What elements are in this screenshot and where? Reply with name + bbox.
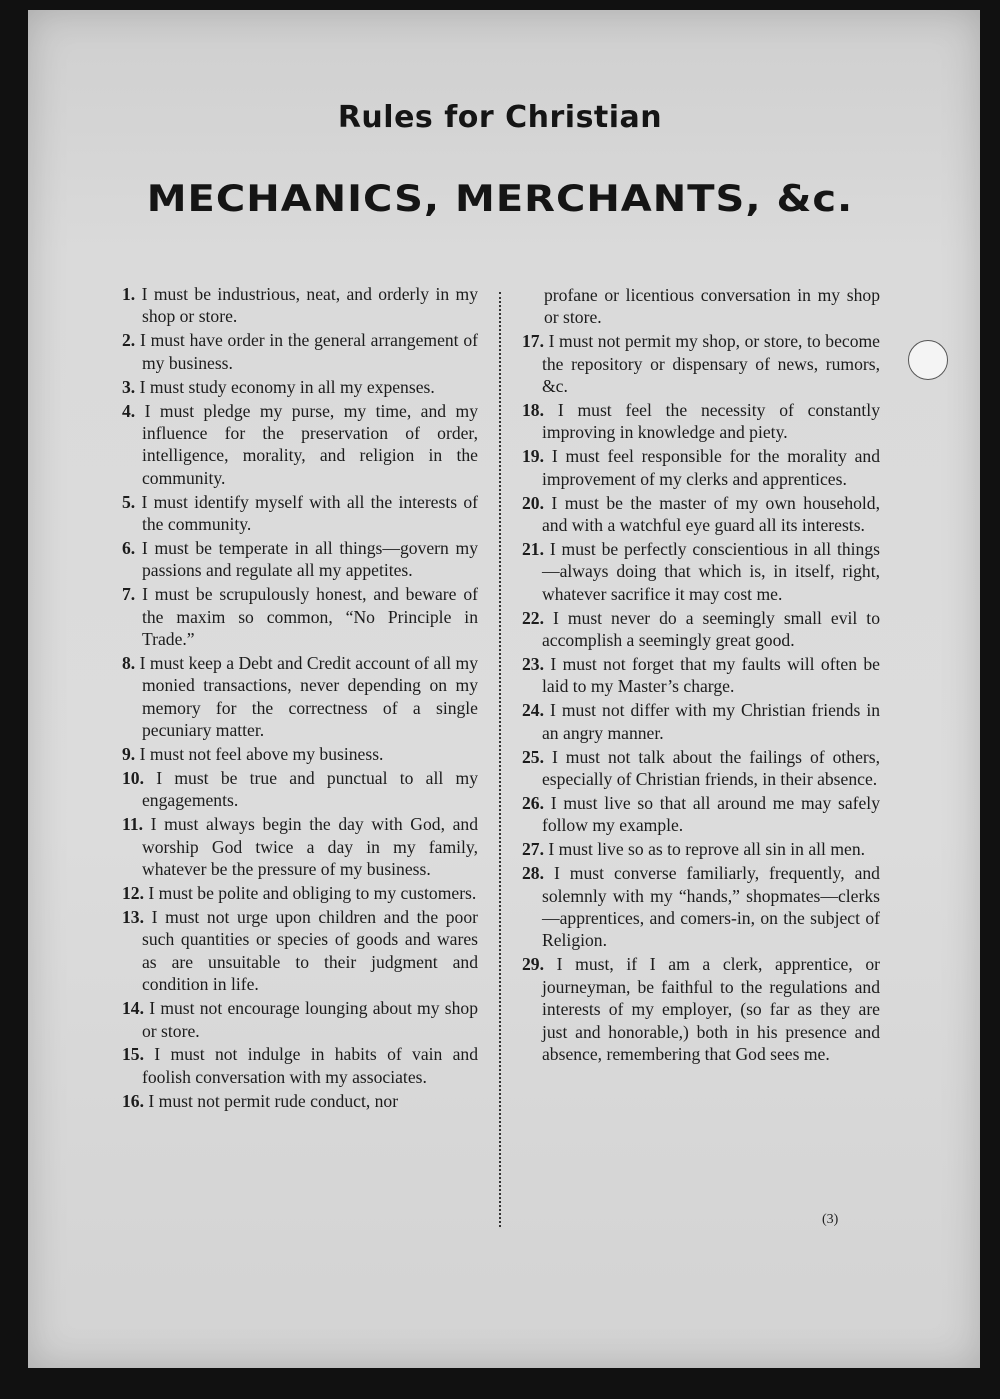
rule-number: 27.	[522, 839, 544, 860]
rule-text: I must converse familiarly, frequently, and solemnly with my “hands,” shopmates—clerks—apprentices, and comers-in, on the subject of Religion.	[542, 863, 880, 951]
rule-number: 20.	[522, 492, 544, 513]
rule-text: I must not differ with my Christian friends in an angry manner.	[542, 700, 881, 743]
rule-text: I must not encourage lounging about my shop or store.	[142, 998, 478, 1041]
rule-item	[522, 538, 880, 605]
rule-text: I must feel the necessity of constantly improving in knowledge and piety.	[542, 400, 880, 443]
rule-item	[122, 283, 478, 328]
rule-number: 19.	[522, 446, 544, 467]
rule-item	[522, 607, 880, 652]
rule-item	[122, 743, 478, 765]
rule-item	[122, 400, 478, 490]
rule-item	[522, 699, 880, 744]
rule-text: I must be industrious, neat, and orderly in my shop or store.	[141, 284, 478, 327]
rule-item	[522, 953, 880, 1065]
rule-number: 2.	[122, 330, 136, 351]
rule-number: 4.	[122, 400, 136, 421]
rule-item	[122, 813, 478, 880]
page-number: (3)	[822, 1212, 839, 1227]
rule-number: 5.	[122, 491, 136, 512]
rule-text: I must live so that all around me may safely follow my example.	[542, 792, 880, 836]
rule-number: 23.	[522, 654, 544, 674]
rule-item	[522, 838, 880, 860]
rule-item	[522, 399, 880, 444]
rule-item	[122, 583, 478, 650]
rule-item	[522, 445, 880, 490]
rule-text: I must keep a Debt and Credit account of all my monied transactions, never depending on my memory for the correctness of a single pecuniary matter.	[139, 653, 478, 741]
rule-item	[122, 652, 478, 742]
column-divider	[499, 292, 501, 1227]
right-column	[522, 285, 881, 1067]
rule-text: I must not talk about the failings of others, especially of Christian friends, in their absence.	[542, 746, 880, 790]
rule-item	[522, 862, 880, 952]
rule-number: 24.	[522, 700, 544, 721]
rule-number: 14.	[122, 998, 144, 1019]
rule-text: I must feel responsible for the morality and improvement of my clerks and apprentices.	[542, 446, 881, 489]
rule-text: I must not urge upon children and the poor such quantities or species of goods and wares as are unsuitable to their judgment and condition in life.	[142, 906, 478, 995]
rule-number: 29.	[522, 954, 544, 975]
rule-number: 10.	[122, 768, 144, 789]
rule-text: I must not permit my shop, or store, to become the repository or dispensary of news, rumors, &c.	[542, 331, 880, 397]
rule-text: I must always begin the day with God, and worship God twice a day in my family, whatever be the pressure of my business.	[142, 814, 479, 880]
rule-text: I must be scrupulously honest, and beware of the maxim so common, “No Principle in Trade.”	[142, 584, 478, 650]
rule-text: I must not feel above my business.	[139, 744, 384, 765]
rule-text: I must be temperate in all things—govern my passions and regulate all my appetites.	[141, 537, 478, 581]
rule-text: I must not permit rude conduct, nor	[148, 1090, 399, 1111]
rule-number: 7.	[122, 584, 136, 605]
rule-item	[122, 1090, 478, 1112]
rule-number: 8.	[122, 653, 136, 673]
rule-item	[122, 997, 478, 1042]
rule-number: 28.	[522, 863, 544, 884]
rule-text: I must, if I am a clerk, apprentice, or journeyman, be faithful to the regulations and interests of my employer, (so far as they are just and honorable,) both in his presence and absence, remembering that God sees me.	[542, 954, 880, 1064]
rule-number: 21.	[522, 538, 544, 559]
rule-text: I must be the master of my own household, and with a watchful eye guard all its interests.	[542, 492, 880, 536]
rule-item	[522, 746, 880, 791]
rule-number: 11.	[122, 814, 144, 835]
rule-text: I must study economy in all my expenses.	[139, 376, 435, 397]
rule-number: 26.	[522, 792, 544, 813]
rule-text: I must be perfectly conscientious in all things—always doing that which is, in itself, right, whatever sacrifice it may cost me.	[542, 538, 880, 604]
rule-number: 6.	[122, 537, 136, 558]
rule-item	[522, 330, 880, 397]
rule-number: 13.	[122, 906, 144, 927]
rule-number: 15.	[122, 1044, 144, 1065]
rule-number: 25.	[522, 746, 544, 767]
rule-item	[522, 653, 880, 698]
rule-item	[122, 1043, 478, 1088]
rule-text: I must be polite and obliging to my customers.	[148, 883, 477, 904]
rule-text: I must be true and punctual to all my engagements.	[142, 768, 478, 811]
rule-item	[522, 792, 880, 837]
rule-item	[122, 491, 478, 536]
rule-text: I must never do a seemingly small evil to accomplish a seemingly great good.	[542, 607, 880, 651]
rule-text: I must not indulge in habits of vain and foolish conversation with my associates.	[142, 1044, 478, 1087]
rule-item	[122, 376, 478, 398]
page-subtitle: MECHANICS, MERCHANTS, &c.	[146, 177, 854, 221]
rule-number: 9.	[122, 744, 136, 765]
rule-text: I must live so as to reprove all sin in all men.	[548, 839, 866, 860]
rule-text: I must have order in the general arrangement of my business.	[139, 330, 478, 373]
rule-item	[122, 767, 478, 812]
rule-number: 22.	[522, 607, 544, 628]
rule-number: 18.	[522, 400, 544, 421]
rule-item	[522, 492, 880, 537]
rule-continuation: profane or licentious conversation in my shop or store.	[544, 285, 880, 328]
rule-item	[122, 882, 478, 904]
rule-number: 1.	[122, 284, 136, 304]
rule-number: 12.	[122, 883, 144, 904]
rule-item	[122, 906, 478, 996]
rule-number: 16.	[122, 1090, 144, 1111]
rule-item	[122, 329, 478, 374]
rule-text: I must pledge my purse, my time, and my influence for the preservation of order, intelligence, morality, and religion in the community.	[142, 400, 478, 488]
page-title: Rules for Christian	[337, 100, 663, 135]
rule-text: I must identify myself with all the interests of the community.	[141, 491, 478, 535]
punch-hole	[908, 340, 948, 380]
rule-number: 3.	[122, 376, 136, 397]
rule-number: 17.	[522, 331, 544, 352]
left-column	[122, 283, 478, 1114]
rule-text: I must not forget that my faults will often be laid to my Master’s charge.	[542, 654, 880, 697]
rule-item	[122, 537, 478, 582]
